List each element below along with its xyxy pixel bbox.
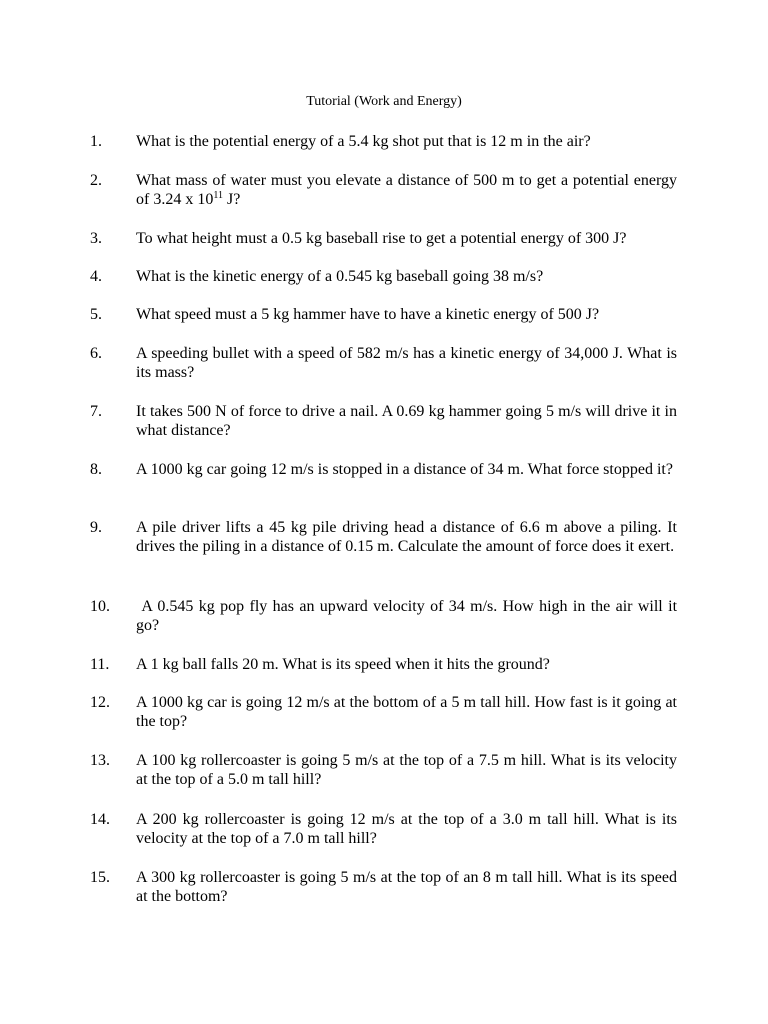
question-text: A 1 kg ball falls 20 m. What is its speed when it hits the ground? [136,656,550,673]
question-text: A speeding bullet with a speed of 582 m/s has a kinetic energy of 34,000 J. What is its mass? [136,345,677,381]
question-text: A 1000 kg car going 12 m/s is stopped in a distance of 34 m. What force stopped it? [136,461,673,478]
question-text: A 1000 kg car is going 12 m/s at the bottom of a 5 m tall hill. How fast is it going at the top? [136,694,677,730]
question-text-end: J? [222,191,241,208]
question-number: 11. [90,656,110,673]
question-text-main: What mass of water must you elevate a distance of 500 m to get a potential energy of 3.24 x 10 [136,172,677,208]
question-number: 8. [90,461,102,478]
question-text: What speed must a 5 kg hammer have to have a kinetic energy of 500 J? [136,306,600,323]
question-text: A 0.545 kg pop fly has an upward velocity of 34 m/s. How high in the air will it go? [136,598,682,634]
exponent-superscript: 11 [213,190,223,201]
question-text [136,171,677,209]
question-number: 1. [90,133,102,150]
question-number: 4. [90,268,102,285]
question-number: 7. [90,403,102,420]
question-text: What is the kinetic energy of a 0.545 kg baseball going 38 m/s? [136,268,544,285]
question-text: A 100 kg rollercoaster is going 5 m/s at the top of a 7.5 m hill. What is its velocity at the top of a 5.0 m tall hill? [136,752,677,788]
question-number: 2. [90,172,102,189]
question-number: 12. [90,694,110,711]
question-text: A 200 kg rollercoaster is going 12 m/s at the top of a 3.0 m tall hill. What is its velocity at the top of a 7.0 m tall hill? [136,811,677,847]
question-text: What is the potential energy of a 5.4 kg shot put that is 12 m in the air? [136,133,591,150]
question-number: 3. [90,230,102,247]
document-title: Tutorial (Work and Energy) [306,94,462,109]
question-text: A pile driver lifts a 45 kg pile driving head a distance of 6.6 m above a piling. It drives the piling in a distance of 0.15 m. Calculate the amount of force does it exert. [136,519,677,555]
question-number: 10. [90,598,110,615]
question-number: 5. [90,306,102,323]
question-text: It takes 500 N of force to drive a nail. A 0.69 kg hammer going 5 m/s will drive it in what distance? [136,403,677,439]
question-number: 13. [90,752,110,769]
question-text: To what height must a 0.5 kg baseball rise to get a potential energy of 300 J? [136,230,627,247]
question-text: A 300 kg rollercoaster is going 5 m/s at the top of an 8 m tall hill. What is its speed at the bottom? [136,869,677,905]
question-number: 15. [90,869,110,886]
question-number: 14. [90,811,110,828]
question-number: 6. [90,345,102,362]
question-number: 9. [90,519,102,536]
